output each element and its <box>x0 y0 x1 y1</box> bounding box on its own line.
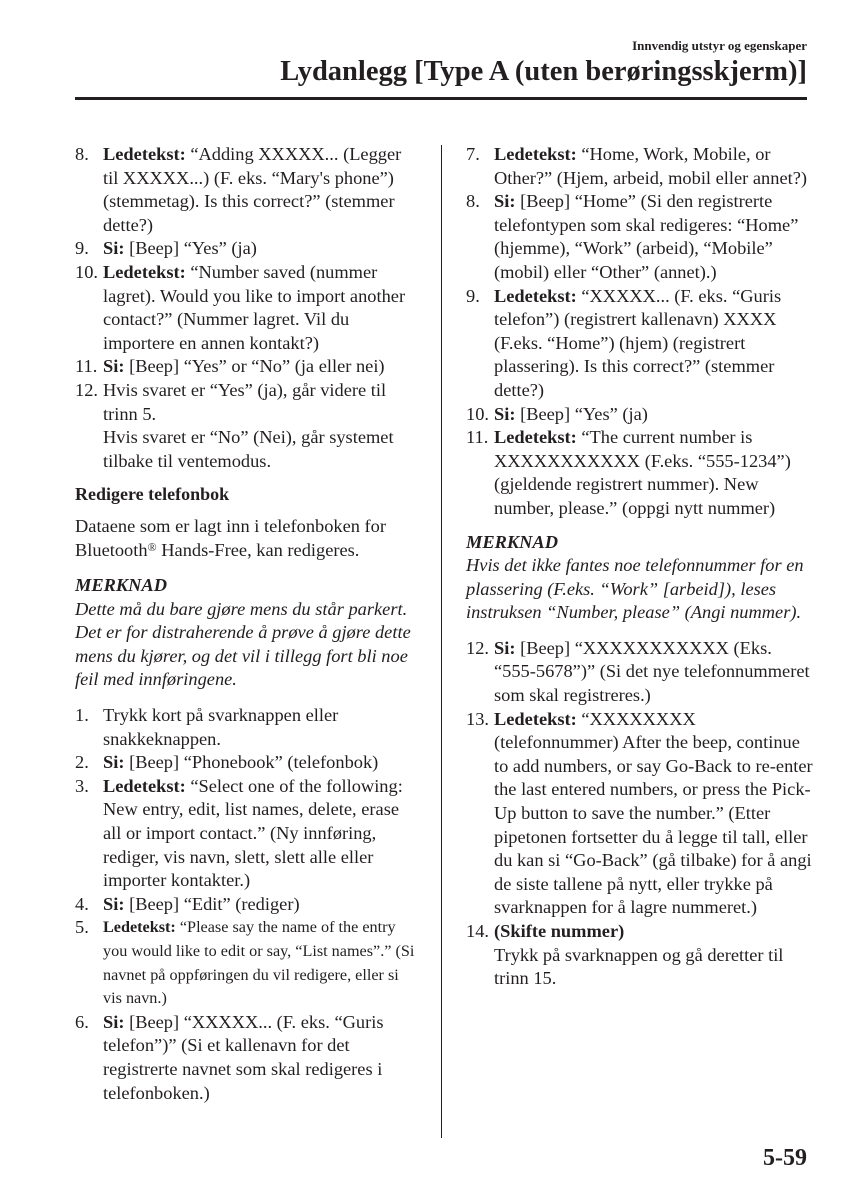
step-10 <box>466 403 814 427</box>
step-number: 11. <box>75 356 98 377</box>
step-number: 9. <box>75 238 89 259</box>
header-rule <box>75 97 807 100</box>
step-text: Hvis svaret er “Yes” (ja), går videre til trinn 5. <box>103 379 387 424</box>
step-8 <box>466 190 814 284</box>
step-text: [Beep] “XXXXX... (F. eks. “Guris telefon”)” (Si et kallenavn for det registrerte navnet som skal redigeres i telefonboken.) <box>103 1011 384 1103</box>
step-number: 11. <box>466 427 489 448</box>
step-number: 5. <box>75 917 89 938</box>
step-text: [Beep] “Yes” (ja) <box>124 238 257 259</box>
step-2 <box>75 751 420 775</box>
left-column <box>75 143 420 1105</box>
section-paragraph <box>75 515 420 562</box>
step-lead: Si: <box>494 191 516 212</box>
step-text: “Home, Work, Mobile, or Other?” (Hjem, arbeid, mobil eller annet?) <box>494 144 808 188</box>
step-text: “Please say the name of the entry you would like to edit or say, “List names”.” (Si navnet på oppføringen du vil redigere, eller si vis navn.) <box>103 918 415 1008</box>
step-lead: Si: <box>103 752 125 773</box>
step-8 <box>75 143 420 237</box>
step-number: 4. <box>75 893 89 914</box>
step-text: “XXXXX... (F. eks. “Guris telefon”) (registrert kallenavn) XXXX (F.eks. “Home”) (hjem) (registrert plassering). Is this correct?” (stemmer dette?) <box>494 285 782 400</box>
step-number: 6. <box>75 1011 89 1032</box>
step-number: 12. <box>466 637 489 658</box>
step-number: 10. <box>466 403 489 424</box>
step-lead: Si: <box>103 356 125 377</box>
registered-mark: ® <box>147 539 157 554</box>
step-text: [Beep] “Yes” (ja) <box>515 403 648 424</box>
note-box <box>466 531 814 625</box>
step-text: “Select one of the following: New entry, edit, list names, delete, erase all or import contact.” (Ny innføring, rediger, vis navn, slett, slett alle eller importer kontakter.) <box>103 775 403 891</box>
step-lead: Ledetekst: <box>103 918 176 937</box>
step-number: 7. <box>466 144 480 164</box>
step-text: “XXXXXXXX (telefonnummer) After the beep, continue to add numbers, or say Go-Back to re-enter the last entered numbers, or press the Pick-Up button to save the number.” (Etter pipetonen fortsetter du å legge til tall, eller du kan si “Go-Back” (gå tilbake) for å angi de siste tallene på nytt, eller trykke på svarknappen for å lagre nummeret.) <box>494 708 813 918</box>
step-lead: Si: <box>103 1011 125 1032</box>
step-number: 8. <box>466 191 480 212</box>
note-box <box>75 574 420 692</box>
step-14 <box>466 920 814 991</box>
step-lead: Si: <box>494 637 516 658</box>
step-11 <box>466 426 814 520</box>
step-lead: Si: <box>103 893 125 914</box>
step-lead: Ledetekst: <box>494 285 577 306</box>
step-lead: Ledetekst: <box>494 427 577 448</box>
step-9 <box>466 285 814 403</box>
step-lead: Ledetekst: <box>494 144 577 164</box>
step-text: [Beep] “Edit” (rediger) <box>124 893 300 914</box>
step-number: 1. <box>75 705 89 726</box>
steps-list <box>75 143 420 473</box>
step-lead: Si: <box>103 238 125 259</box>
step-text: Trykk kort på svarknappen eller snakkeknappen. <box>103 705 339 749</box>
step-1 <box>75 704 420 751</box>
step-text: “Adding XXXXX... (Legger til XXXXX...) (F. eks. “Mary's phone”) (stemmetag). Is this correct?” (stemmer dette?) <box>103 144 402 235</box>
step-6 <box>75 1011 420 1105</box>
note-title: MERKNAD <box>466 531 558 552</box>
section-label: Innvendig utstyr og egenskaper <box>632 38 807 53</box>
step-lead: Ledetekst: <box>103 775 186 796</box>
para-text: Hands-Free, kan redigeres. <box>156 539 360 560</box>
step-text: [Beep] “Phonebook” (telefonbok) <box>124 752 379 773</box>
step-number: 3. <box>75 775 89 796</box>
step-number: 9. <box>466 285 480 306</box>
step-lead: Ledetekst: <box>103 144 186 164</box>
step-number: 10. <box>75 261 98 282</box>
step-9 <box>75 237 420 261</box>
step-10 <box>75 261 420 355</box>
note-title: MERKNAD <box>75 575 167 596</box>
step-4 <box>75 893 420 917</box>
step-text: “The current number is XXXXXXXXXXX (F.eks. “555-1234”) (gjeldende registrert nummer). New number, please.” (oppgi nytt nummer) <box>494 427 791 518</box>
step-12 <box>75 379 420 473</box>
step-number: 14. <box>466 921 489 941</box>
step-continuation: Trykk på svarknappen og gå deretter til trinn 15. <box>494 944 784 989</box>
step-lead: Ledetekst: <box>103 261 186 282</box>
step-number: 12. <box>75 379 98 400</box>
note-text: Dette må du bare gjøre mens du står parkert. Det er for distraherende å prøve å gjøre dette mens du kjører, og det vil i tillegg fort bli noe feil med innføringene. <box>75 598 411 690</box>
steps-list <box>466 143 814 521</box>
step-continuation: Hvis svaret er “No” (Nei), går systemet tilbake til ventemodus. <box>103 427 394 471</box>
step-number: 8. <box>75 144 89 164</box>
step-11 <box>75 355 420 379</box>
step-lead: Ledetekst: <box>494 708 577 729</box>
steps-list <box>75 704 420 1105</box>
section-heading: Redigere telefonbok <box>75 484 230 505</box>
step-lead: Si: <box>494 403 516 424</box>
step-text: [Beep] “XXXXXXXXXXX (Eks. “555-5678”)” (Si det nye telefonnummeret som skal registreres.) <box>494 637 810 706</box>
column-divider <box>441 145 442 1138</box>
page-title: Lydanlegg [Type A (uten berøringsskjerm)] <box>280 56 807 87</box>
step-text: [Beep] “Home” (Si den registrerte telefontypen som skal redigeres: “Home” (hjemme), “Work” (arbeid), “Mobile” (mobil) eller “Other” (annet).) <box>494 191 799 282</box>
step-3 <box>75 775 420 893</box>
para-text: Dataene som er lagt inn i telefonboken for Bluetooth <box>75 515 386 560</box>
step-text: “Number saved (nummer lagret). Would you like to import another contact?” (Nummer lagret. Vil du importere en annen kontakt?) <box>103 261 406 353</box>
step-7 <box>466 143 814 190</box>
step-number: 13. <box>466 708 489 729</box>
steps-list <box>466 637 814 991</box>
note-text: Hvis det ikke fantes noe telefonnummer for en plassering (F.eks. “Work” [arbeid]), leses instruksen “Number, please” (Angi nummer). <box>466 555 804 623</box>
step-number: 2. <box>75 752 89 773</box>
step-13 <box>466 708 814 920</box>
step-lead: (Skifte nummer) <box>494 921 625 941</box>
right-column <box>466 143 814 991</box>
step-text: [Beep] “Yes” or “No” (ja eller nei) <box>124 356 385 377</box>
step-12 <box>466 637 814 708</box>
step-5 <box>75 916 420 1010</box>
page-number: 5-59 <box>763 1145 807 1171</box>
